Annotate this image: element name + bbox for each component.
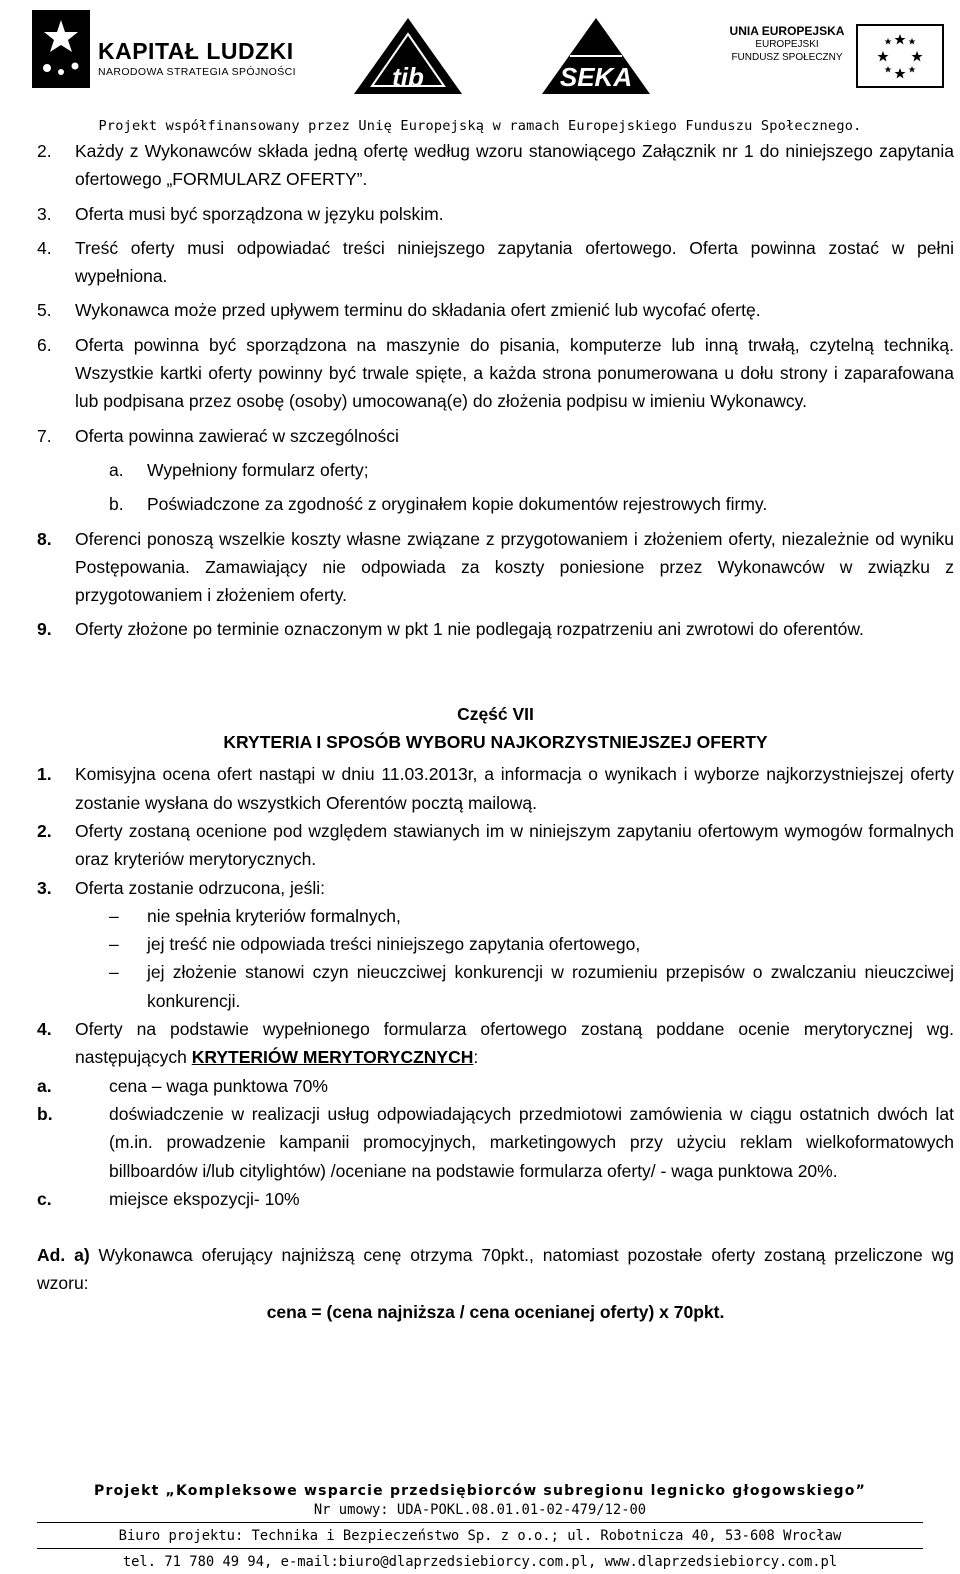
list-item: [37, 817, 954, 874]
list-item: [37, 760, 954, 817]
criteria-heading: KRYTERIÓW MERYTORYCZNYCH: [191, 1047, 474, 1068]
criteria-item: [37, 1072, 954, 1100]
dash-list-item-text: nie spełnia kryteriów formalnych,: [147, 905, 401, 926]
ad-a-text: Wykonawca oferujący najniższą cenę otrzyma 70pkt., natomiast pozostałe oferty zostaną przeliczone wg wzoru:: [37, 1245, 954, 1294]
footer-divider: [37, 1522, 923, 1523]
section-part-label: Część VII: [457, 703, 534, 724]
dash-marker: –: [109, 962, 119, 983]
dash-marker: –: [109, 934, 119, 955]
tib-logo: [352, 16, 464, 96]
eu-flag-icon: [856, 24, 944, 88]
criteria-letter: c.: [37, 1188, 52, 1209]
list-item-number: 2.: [37, 141, 52, 161]
list-item: [37, 422, 954, 450]
kapital-ludzki-name: KAPITAŁ LUDZKI: [98, 38, 294, 64]
list-item-number: 4.: [37, 1019, 52, 1040]
list-item: [37, 331, 954, 416]
list-item-number: 3.: [37, 203, 52, 224]
dash-list-item: [37, 930, 954, 958]
eu-logo-line1: UNIA EUROPEJSKA: [729, 24, 845, 38]
kapital-ludzki-subtitle: NARODOWA STRATEGIA SPÓJNOŚCI: [98, 66, 296, 78]
criteria-letter: b.: [37, 1103, 53, 1124]
list-item-number: 4.: [37, 237, 52, 258]
kapital-ludzki-emblem-icon: [32, 10, 90, 88]
criteria-item: [37, 1185, 954, 1213]
list-item-text: Treść oferty musi odpowiadać treści niniejszego zapytania ofertowego. Oferta powinna zostać w pełni wypełniona.: [75, 237, 954, 287]
footer-contact: tel. 71 780 49 94, e-mail:biuro@dlaprzedsiebiorcy.com.pl, www.dlaprzedsiebiorcy.com.pl: [122, 1554, 838, 1570]
document-body: [37, 137, 954, 1326]
footer-contract-number: Nr umowy: UDA-POKL.08.01.01-02-479/12-00: [313, 1502, 647, 1518]
list-item-text: Wykonawca może przed upływem terminu do składania ofert zmienić lub wycofać ofertę.: [75, 300, 761, 321]
list-item: [37, 1015, 954, 1072]
list-item-text: Oferty na podstawie wypełnionego formularza ofertowego zostaną poddane ocenie merytorycznej wg. następujących: [75, 1019, 954, 1068]
eu-logo-line2: EUROPEJSKI: [755, 39, 819, 50]
sub-list-item-text: Poświadczone za zgodność z oryginałem kopie dokumentów rejestrowych firmy.: [147, 494, 768, 515]
list-item-text: Oferta powinna być sporządzona na maszynie do pisania, komputerze lub inną trwałą, czytelną techniką. Wszystkie kartki oferty powinny być trwale spięte, a każda strona ponumerowana u dołu strony i zaparafowana lub podpisana przez osobę (osoby) umocowaną(e) do złożenia podpisu w imieniu Wykonawcy.: [75, 334, 954, 412]
eu-logo-line3: FUNDUSZ SPOŁECZNY: [731, 52, 843, 63]
list-item-number: 3.: [37, 877, 52, 898]
dash-marker: –: [109, 905, 119, 926]
list-item-text-suffix: :: [473, 1047, 479, 1068]
list-item-number: 1.: [37, 764, 52, 785]
list-item-text: Oferty zostaną ocenione pod względem stawianych im w niniejszym zapytaniu ofertowym wymogów formalnych oraz kryteriów merytorycznych.: [75, 820, 954, 870]
ad-a-paragraph: [37, 1241, 954, 1298]
cofinancing-note: Projekt współfinansowany przez Unię Europejską w ramach Europejskiego Funduszu Społecznego.: [98, 118, 862, 134]
dash-list-item-text: jej złożenie stanowi czyn nieuczciwej konkurencji w rozumieniu przepisów o zwalczaniu nieuczciwej konkurencji.: [147, 962, 954, 1011]
list-item-number: 2.: [37, 820, 52, 841]
list-item-number: 8.: [37, 528, 52, 549]
list-item: [37, 615, 954, 643]
list-item-number: 6.: [37, 334, 52, 355]
eu-logo: [726, 24, 948, 90]
dash-list-item: [37, 958, 954, 1015]
list-item-text: Komisyjna ocena ofert nastąpi w dniu 11.03.2013r, a informacja o wynikach i wyborze najkorzystniejszej oferty zostanie wysłana do wszystkich Oferentów pocztą mailową.: [75, 764, 954, 813]
criteria-text: doświadczenie w realizacji usług odpowiadających przedmiotowi zamówienia w ciągu ostatnich dwóch lat (m.in. prowadzenie kampanii promocyjnych, marketingowych przy użyciu reklam wielkoformatowych billboardów i/lub citylightów) /oceniane na podstawie formularza oferty/ - waga punktowa 20%.: [109, 1103, 954, 1181]
list-item-number: 7.: [37, 425, 52, 446]
price-formula: cena = (cena najniższa / cena ocenianej oferty) x 70pkt.: [266, 1301, 725, 1322]
footer-project-title: Projekt „Kompleksowe wsparcie przedsiębiorców subregionu legnicko głogowskiego”: [94, 1483, 866, 1499]
tib-logo-text: tib: [392, 62, 424, 92]
list-item: [37, 137, 954, 194]
ad-a-label: Ad. a): [37, 1245, 90, 1266]
sub-list-item-text: Wypełniony formularz oferty;: [147, 459, 369, 480]
logo-header: [0, 8, 960, 90]
list-item: [37, 234, 954, 291]
list-item: [37, 296, 954, 324]
sub-list-item-letter: a.: [109, 459, 124, 480]
criteria-letter: a.: [37, 1075, 52, 1096]
seka-logo: [540, 16, 652, 96]
list-item-text: Oferta zostanie odrzucona, jeśli:: [75, 877, 325, 898]
list-item-text: Oferenci ponoszą wszelkie koszty własne związane z przygotowaniem i złożeniem oferty, niezależnie od wyniku Postępowania. Zamawiający nie odpowiada za koszty poniesione przez Wykonawców w związku z przygotowaniem i złożeniem oferty.: [75, 528, 954, 606]
criteria-text: miejsce ekspozycji- 10%: [109, 1188, 300, 1209]
list-item-text: Oferta powinna zawierać w szczególności: [75, 425, 399, 446]
criteria-text: cena – waga punktowa 70%: [109, 1075, 328, 1096]
sub-list-item: [37, 456, 954, 484]
criteria-item: [37, 1100, 954, 1185]
list-item-number: 5.: [37, 300, 52, 321]
dash-list-item-text: jej treść nie odpowiada treści niniejszego zapytania ofertowego,: [147, 934, 641, 955]
kapital-ludzki-logo: [32, 10, 296, 90]
list-item-number: 9.: [37, 619, 52, 640]
list-item: [37, 200, 954, 228]
seka-logo-text: SEKA: [559, 62, 633, 92]
sub-list-item: [37, 490, 954, 518]
sub-list-item-letter: b.: [109, 494, 124, 515]
dash-list-item: [37, 902, 954, 930]
list-item-text: Oferty złożone po terminie oznaczonym w pkt 1 nie podlegają rozpatrzeniu ani zwrotowi do oferentów.: [75, 619, 864, 640]
page-footer: [37, 1482, 923, 1572]
footer-divider: [37, 1548, 923, 1549]
section-title: KRYTERIA I SPOSÓB WYBORU NAJKORZYSTNIEJSZEJ OFERTY: [223, 732, 768, 753]
list-item: [37, 874, 954, 902]
footer-office-address: Biuro projektu: Technika i Bezpieczeństwo Sp. z o.o.; ul. Robotnicza 40, 53-608 Wrocław: [118, 1528, 842, 1544]
list-item-text: Oferta musi być sporządzona w języku polskim.: [75, 203, 444, 224]
list-item-text: Każdy z Wykonawców składa jedną ofertę według wzoru stanowiącego Załącznik nr 1 do niniejszego zapytania ofertowego „FORMULARZ OFERTY”.: [75, 141, 954, 190]
list-item: [37, 525, 954, 610]
